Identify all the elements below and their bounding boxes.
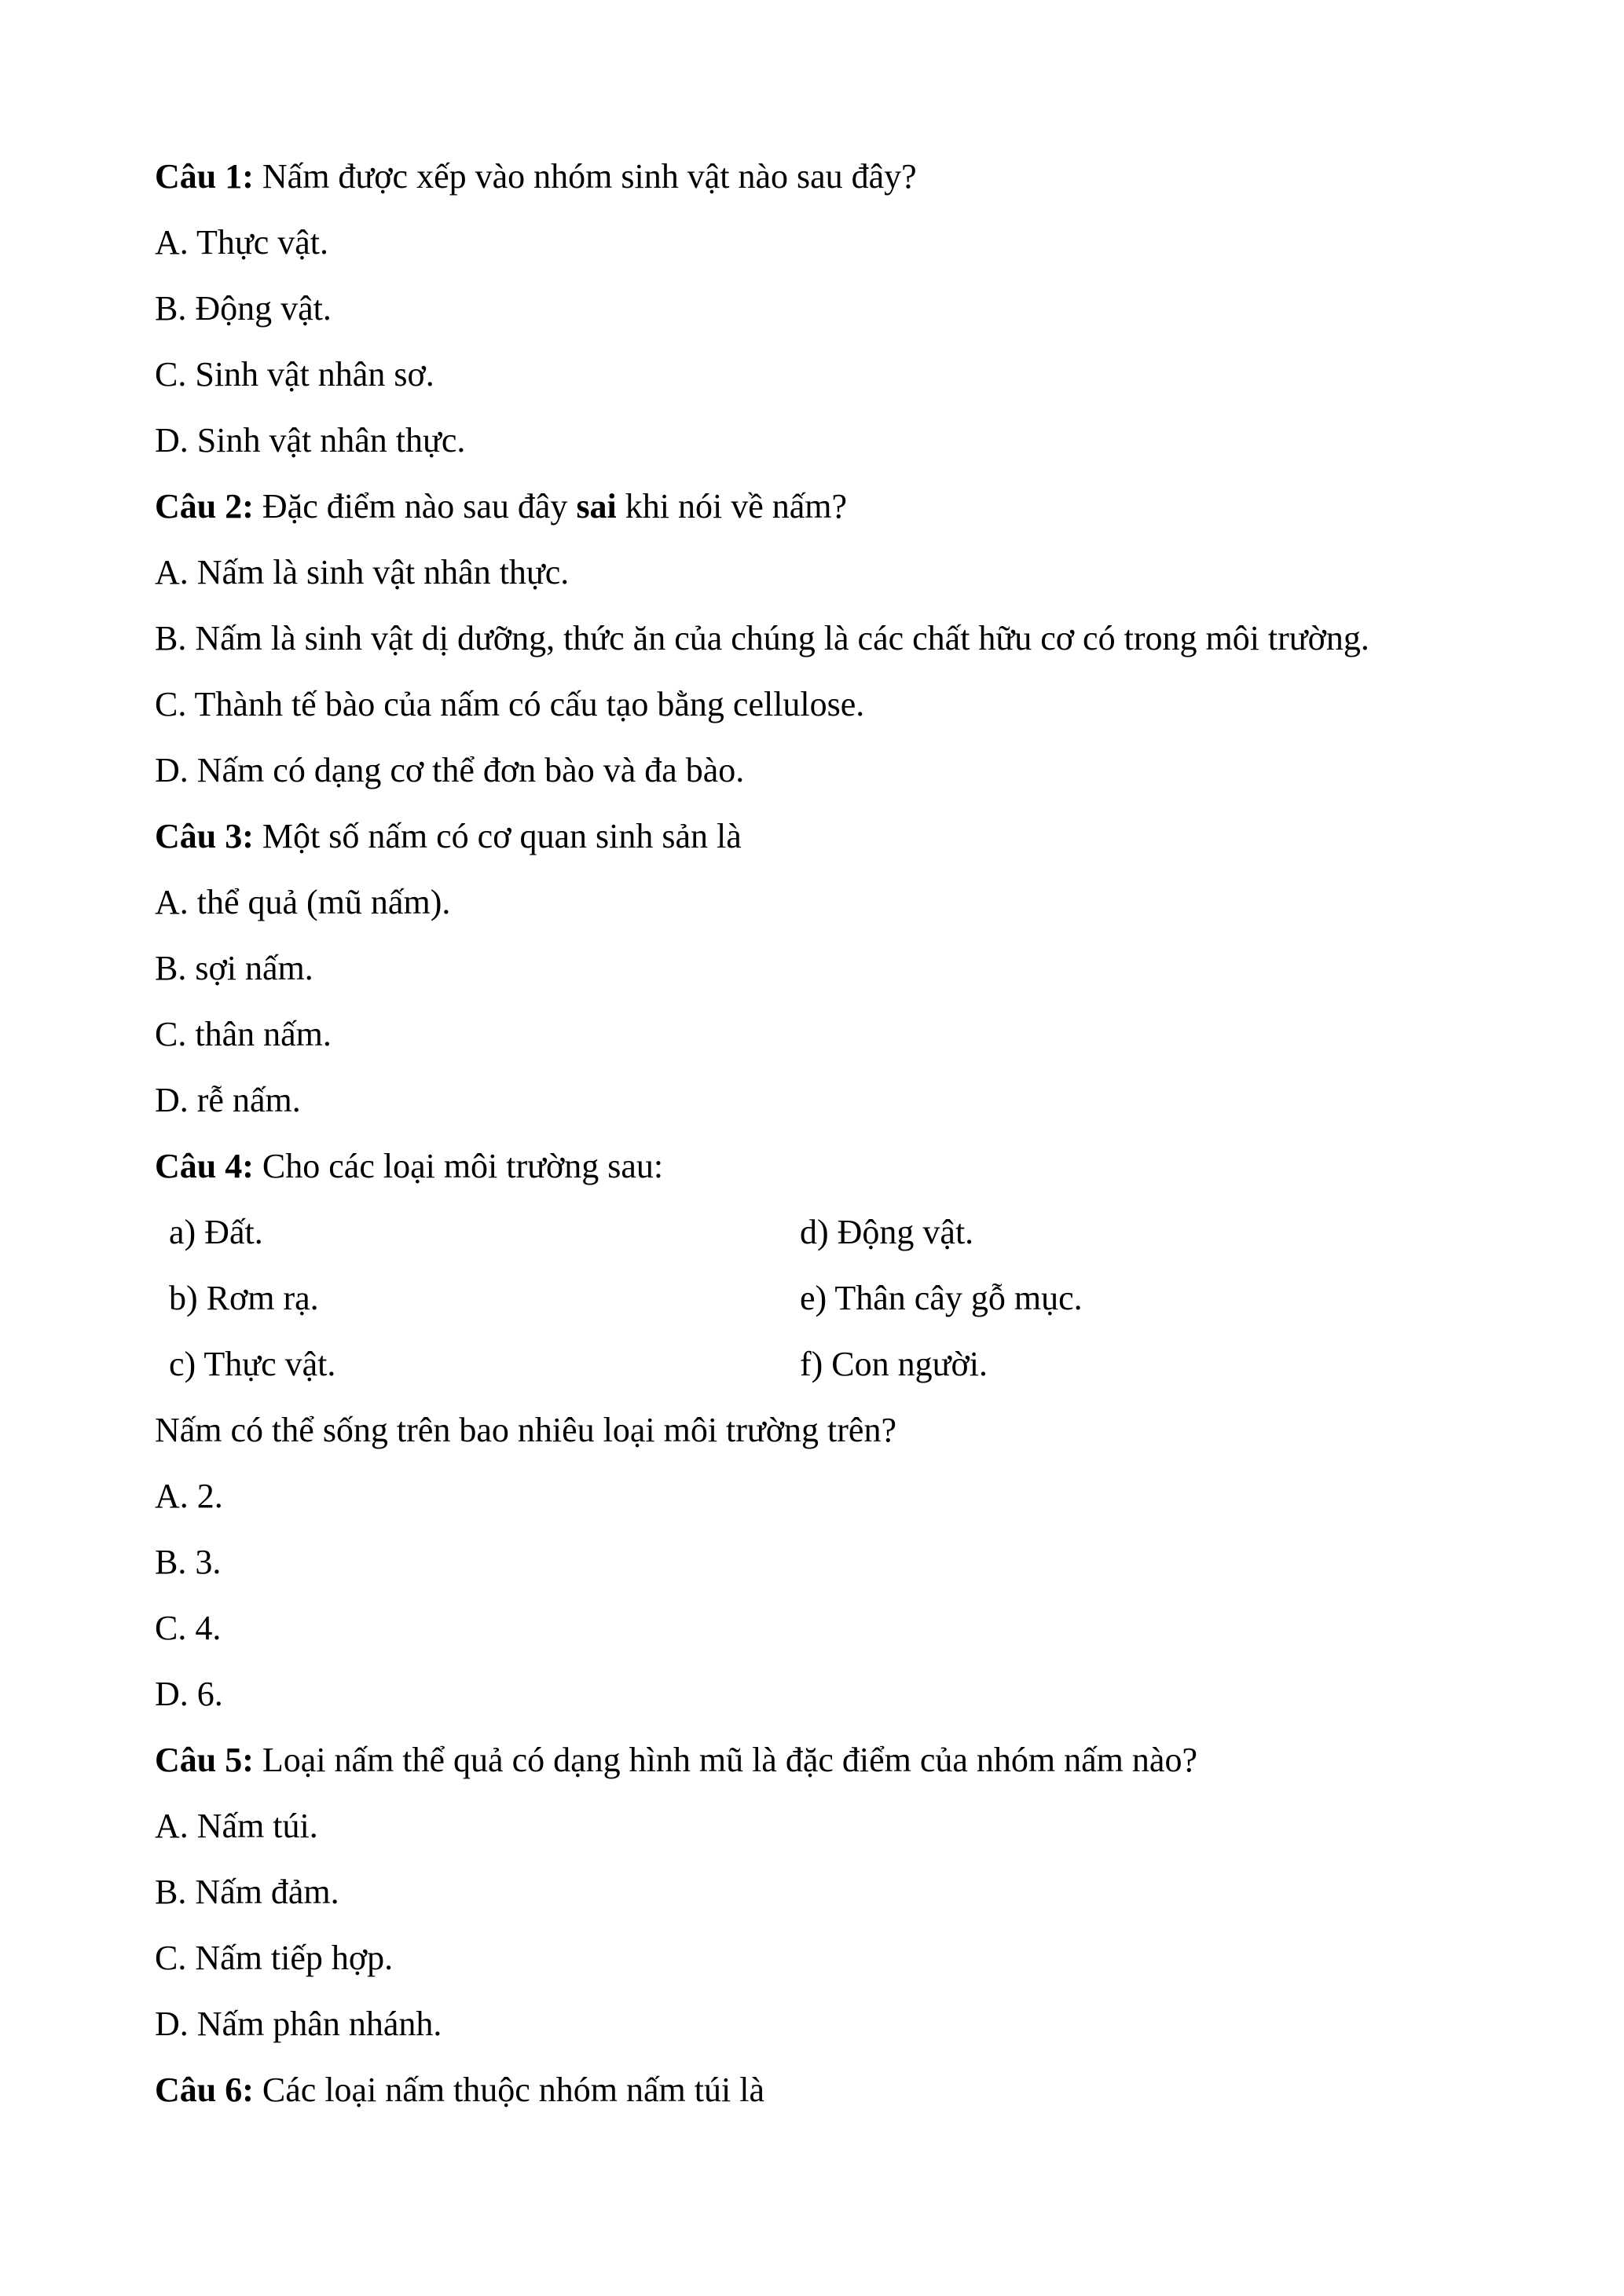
- environment-item-c: c) Thực vật.: [169, 1345, 336, 1383]
- question-5: [155, 1738, 1197, 1782]
- option-1b: B. Động vật.: [155, 289, 332, 328]
- option-1c: C. Sinh vật nhân sơ.: [155, 355, 434, 394]
- option-3a: A. thể quả (mũ nấm).: [155, 883, 451, 921]
- question-text: Nấm được xếp vào nhóm sinh vật nào sau đây?: [253, 157, 917, 196]
- option-3b: B. sợi nấm.: [155, 949, 313, 987]
- option-4c: C. 4.: [155, 1609, 222, 1647]
- option-4a: A. 2.: [155, 1477, 223, 1515]
- question-label: Câu 2:: [155, 487, 254, 525]
- option-2b: B. Nấm là sinh vật dị dưỡng, thức ăn của chúng là các chất hữu cơ có trong môi trường.: [155, 619, 1369, 657]
- question-2: [155, 485, 847, 529]
- question-1: [155, 155, 917, 199]
- question-label: Câu 5:: [155, 1741, 254, 1779]
- question-label: Câu 4:: [155, 1147, 254, 1185]
- option-5a: A. Nấm túi.: [155, 1807, 318, 1845]
- question-text: Loại nấm thể quả có dạng hình mũ là đặc điểm của nhóm nấm nào?: [253, 1741, 1197, 1779]
- question-label: Câu 3:: [155, 817, 254, 855]
- option-5b: B. Nấm đảm.: [155, 1873, 339, 1911]
- question-4-followup: Nấm có thể sống trên bao nhiêu loại môi trường trên?: [155, 1411, 896, 1449]
- question-4: [155, 1144, 663, 1188]
- option-3c: C. thân nấm.: [155, 1015, 332, 1053]
- environment-item-f: f) Con người.: [800, 1345, 988, 1383]
- environment-item-b: b) Rơm rạ.: [169, 1279, 319, 1317]
- question-text: khi nói về nấm?: [616, 487, 848, 525]
- environment-item-a: a) Đất.: [169, 1213, 263, 1251]
- environment-item-e: e) Thân cây gỗ mục.: [800, 1279, 1083, 1317]
- question-3: [155, 815, 742, 859]
- option-5c: C. Nấm tiếp hợp.: [155, 1939, 394, 1977]
- question-6: [155, 2068, 764, 2112]
- option-3d: D. rễ nấm.: [155, 1081, 301, 1119]
- option-2c: C. Thành tế bào của nấm có cấu tạo bằng cellulose.: [155, 685, 865, 723]
- question-emphasis: sai: [576, 487, 617, 525]
- question-text: Các loại nấm thuộc nhóm nấm túi là: [253, 2071, 764, 2109]
- environment-item-d: d) Động vật.: [800, 1213, 974, 1251]
- question-label: Câu 1:: [155, 157, 254, 196]
- option-4b: B. 3.: [155, 1543, 222, 1581]
- question-text: Đặc điểm nào sau đây: [253, 487, 577, 525]
- option-2a: A. Nấm là sinh vật nhân thực.: [155, 553, 570, 591]
- option-2d: D. Nấm có dạng cơ thể đơn bào và đa bào.: [155, 751, 745, 789]
- option-5d: D. Nấm phân nhánh.: [155, 2005, 442, 2043]
- question-text: Cho các loại môi trường sau:: [253, 1147, 664, 1185]
- question-label: Câu 6:: [155, 2071, 254, 2109]
- option-1a: A. Thực vật.: [155, 223, 328, 262]
- option-4d: D. 6.: [155, 1675, 223, 1713]
- option-1d: D. Sinh vật nhân thực.: [155, 421, 466, 460]
- question-text: Một số nấm có cơ quan sinh sản là: [253, 817, 742, 855]
